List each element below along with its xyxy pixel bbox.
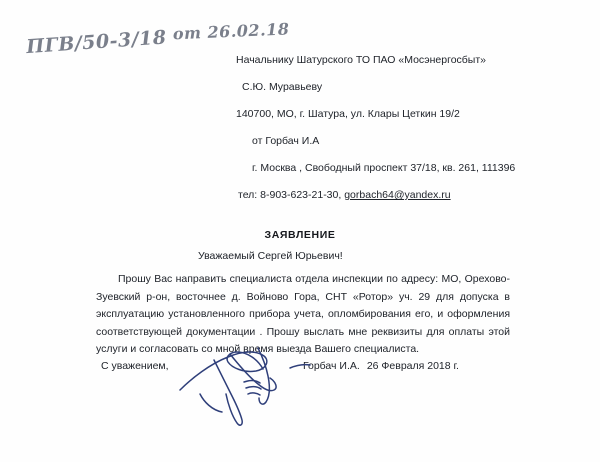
sender-address: г. Москва , Свободный проспект 37/18, кв. 261, 111396 (252, 162, 516, 174)
sender-name: от Горбач И.А (252, 135, 320, 147)
addressee-person: С.Ю. Муравьеву (242, 81, 323, 93)
page-title: ЗАЯВЛЕНИЕ (264, 229, 336, 241)
addressee-address: 140700, МО, г. Шатура, ул. Клары Цеткин 19/2 (236, 108, 460, 120)
body-paragraph: Прошу Вас направить специалиста отдела инспекции по адресу: МО, Орехово-Зуевский р-он, восточнее д. Войново Гора, СНТ «Ротор» уч. 29 для допуска в эксплуатацию установленного прибора учета, опломбирования его, и оформления соответствующей документации . Прошу выслать мне реквизиты для оплаты этой услуги и согласовать со мной время выезда Вашего специалиста. (96, 273, 510, 356)
signature-date: 26 Февраля 2018 г. (366, 360, 459, 372)
signature-name-and-date (303, 360, 459, 372)
addressee-block (236, 53, 584, 215)
registration-date-text: от 26.02.18 (171, 19, 290, 44)
sender-phone: тел: 8-903-623-21-30, (238, 189, 342, 201)
registration-number-text: ПГВ/50-3/18 (25, 26, 168, 59)
sender-email-link[interactable]: gorbach64@yandex.ru (344, 189, 451, 201)
signature-regards: С уважением, (101, 360, 169, 372)
signature-row (0, 360, 600, 380)
greeting-line: Уважаемый Сергей Юрьевич! (198, 250, 343, 262)
addressee-organization: Начальнику Шатурского ТО ПАО «Мосэнергосбыт» (236, 54, 487, 66)
sender-contacts (236, 188, 584, 202)
signer-name: Горбач И.А. (303, 360, 360, 372)
